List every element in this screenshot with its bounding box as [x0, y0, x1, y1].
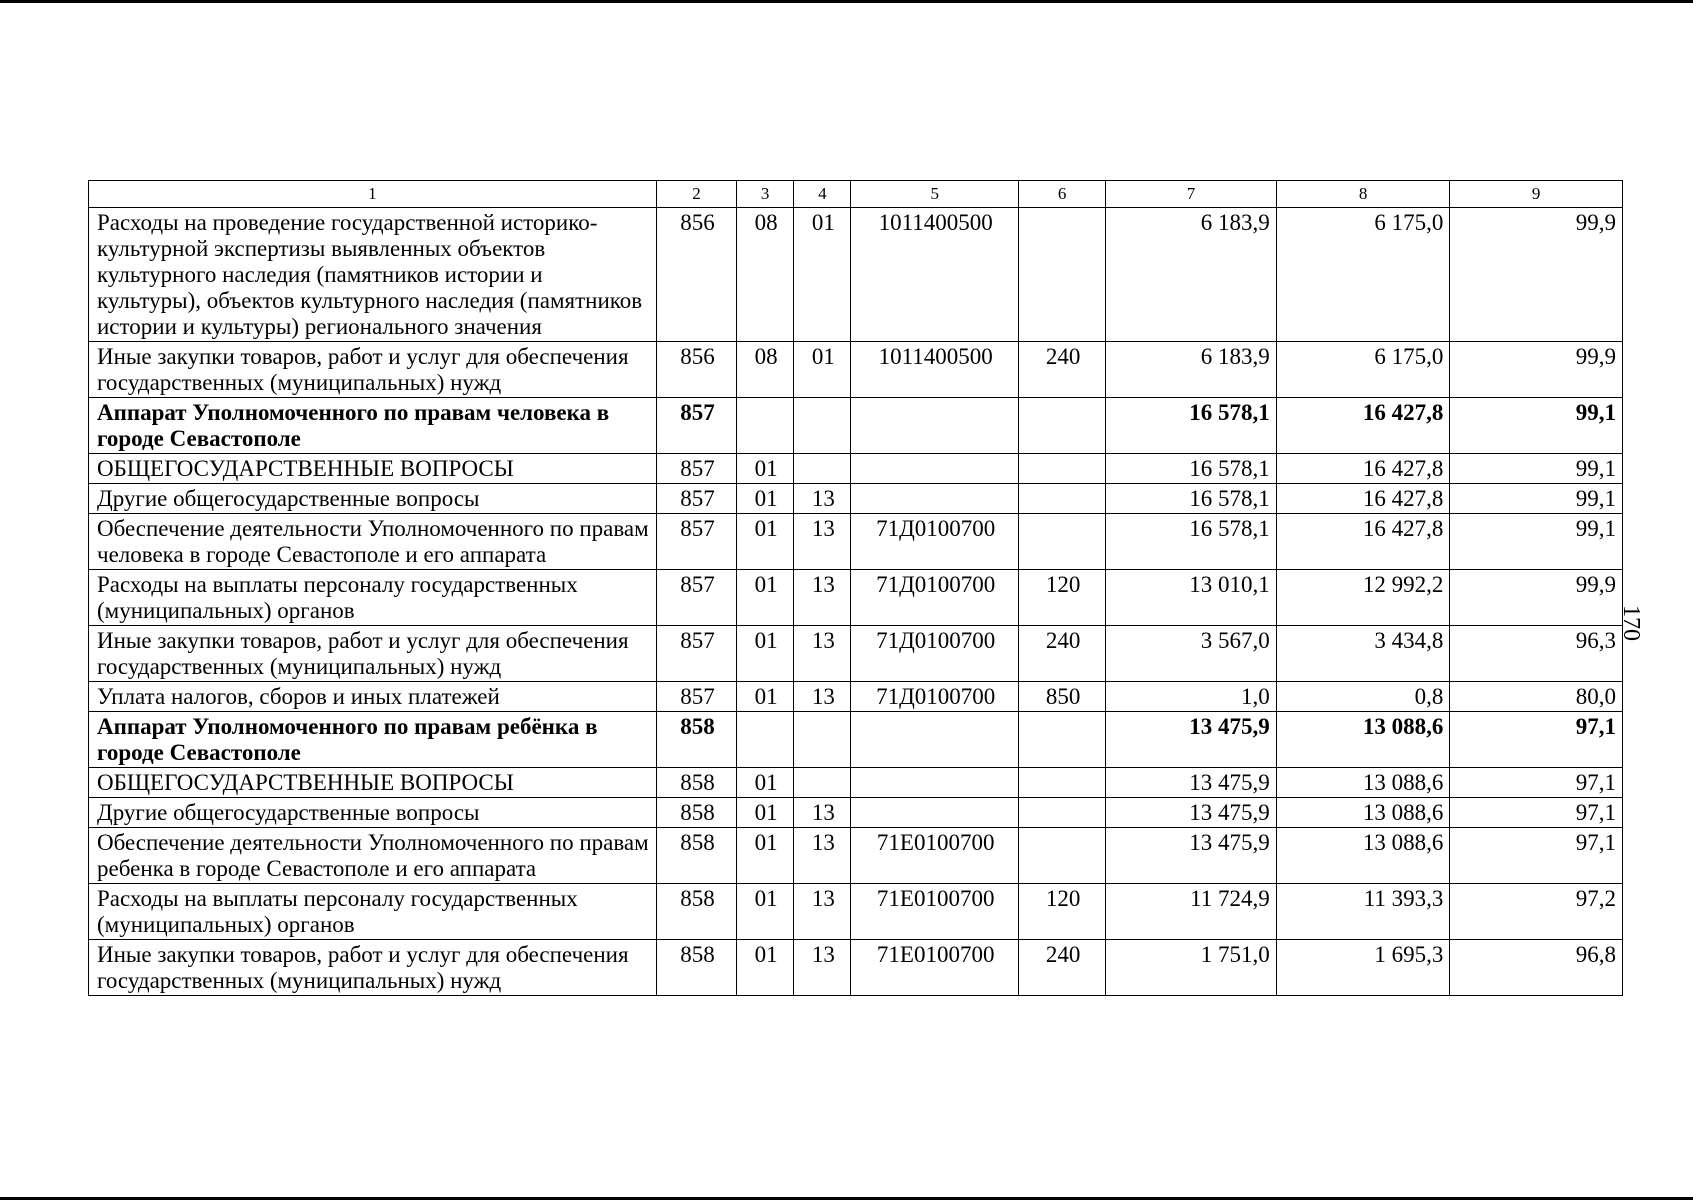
planned-amount-cell: 6 183,9: [1106, 342, 1277, 398]
table-row: [89, 768, 1623, 798]
planned-amount-cell: 3 567,0: [1106, 626, 1277, 682]
subsection-code-cell: 13: [794, 884, 851, 940]
table-row: [89, 514, 1623, 570]
planned-amount-cell: 1 751,0: [1106, 940, 1277, 996]
execution-percent-cell: 99,1: [1450, 484, 1623, 514]
ministry-code-cell: 858: [656, 828, 736, 884]
section-code-cell: 08: [737, 342, 794, 398]
ministry-code-cell: 857: [656, 454, 736, 484]
executed-amount-cell: 6 175,0: [1276, 342, 1450, 398]
execution-percent-cell: 99,1: [1450, 514, 1623, 570]
ministry-code-cell: 858: [656, 712, 736, 768]
subsection-code-cell: 13: [794, 484, 851, 514]
subsection-code-cell: [794, 454, 851, 484]
ministry-code-cell: 858: [656, 768, 736, 798]
expense-type-code-cell: 240: [1018, 940, 1105, 996]
top-border-line: [0, 0, 1693, 3]
target-item-code-cell: [851, 484, 1019, 514]
expense-name-cell: Иные закупки товаров, работ и услуг для обеспечения государственных (муниципальных) нужд: [89, 342, 657, 398]
executed-amount-cell: 1 695,3: [1276, 940, 1450, 996]
expense-type-code-cell: [1018, 398, 1105, 454]
column-number-header: 4: [794, 181, 851, 208]
expense-name-cell: ОБЩЕГОСУДАРСТВЕННЫЕ ВОПРОСЫ: [89, 454, 657, 484]
planned-amount-cell: 13 475,9: [1106, 828, 1277, 884]
target-item-code-cell: 71Д0100700: [851, 682, 1019, 712]
table-row: [89, 454, 1623, 484]
expense-type-code-cell: 240: [1018, 342, 1105, 398]
column-number-header: 6: [1018, 181, 1105, 208]
target-item-code-cell: 71Д0100700: [851, 514, 1019, 570]
execution-percent-cell: 80,0: [1450, 682, 1623, 712]
execution-percent-cell: 97,1: [1450, 712, 1623, 768]
execution-percent-cell: 99,9: [1450, 342, 1623, 398]
expense-name-cell: ОБЩЕГОСУДАРСТВЕННЫЕ ВОПРОСЫ: [89, 768, 657, 798]
expense-type-code-cell: [1018, 768, 1105, 798]
expense-type-code-cell: 120: [1018, 884, 1105, 940]
execution-percent-cell: 97,1: [1450, 828, 1623, 884]
table-row: [89, 712, 1623, 768]
execution-percent-cell: 99,1: [1450, 398, 1623, 454]
execution-percent-cell: 97,1: [1450, 768, 1623, 798]
budget-execution-table: [88, 180, 1623, 996]
target-item-code-cell: [851, 712, 1019, 768]
table-row: [89, 626, 1623, 682]
planned-amount-cell: 16 578,1: [1106, 514, 1277, 570]
expense-type-code-cell: 850: [1018, 682, 1105, 712]
executed-amount-cell: 12 992,2: [1276, 570, 1450, 626]
table-row: [89, 484, 1623, 514]
expense-type-code-cell: [1018, 514, 1105, 570]
table-row: [89, 884, 1623, 940]
table-row: [89, 682, 1623, 712]
subsection-code-cell: 01: [794, 208, 851, 342]
column-number-header: 2: [656, 181, 736, 208]
execution-percent-cell: 99,9: [1450, 570, 1623, 626]
table-row: [89, 342, 1623, 398]
expense-name-cell: Иные закупки товаров, работ и услуг для обеспечения государственных (муниципальных) нужд: [89, 626, 657, 682]
table-row: [89, 398, 1623, 454]
expense-type-code-cell: [1018, 208, 1105, 342]
target-item-code-cell: 71Д0100700: [851, 570, 1019, 626]
expense-name-cell: Расходы на выплаты персоналу государственных (муниципальных) органов: [89, 884, 657, 940]
subsection-code-cell: 13: [794, 514, 851, 570]
expense-type-code-cell: 120: [1018, 570, 1105, 626]
section-code-cell: 01: [737, 514, 794, 570]
planned-amount-cell: 16 578,1: [1106, 484, 1277, 514]
ministry-code-cell: 857: [656, 484, 736, 514]
subsection-code-cell: [794, 398, 851, 454]
subsection-code-cell: 13: [794, 682, 851, 712]
execution-percent-cell: 96,8: [1450, 940, 1623, 996]
ministry-code-cell: 857: [656, 682, 736, 712]
subsection-code-cell: 13: [794, 940, 851, 996]
target-item-code-cell: 71Д0100700: [851, 626, 1019, 682]
planned-amount-cell: 6 183,9: [1106, 208, 1277, 342]
expense-type-code-cell: [1018, 798, 1105, 828]
section-code-cell: 01: [737, 454, 794, 484]
target-item-code-cell: 1011400500: [851, 208, 1019, 342]
table-row: [89, 828, 1623, 884]
expense-name-cell: Уплата налогов, сборов и иных платежей: [89, 682, 657, 712]
ministry-code-cell: 856: [656, 208, 736, 342]
expense-name-cell: Другие общегосударственные вопросы: [89, 484, 657, 514]
ministry-code-cell: 857: [656, 626, 736, 682]
subsection-code-cell: 13: [794, 626, 851, 682]
execution-percent-cell: 97,1: [1450, 798, 1623, 828]
target-item-code-cell: [851, 798, 1019, 828]
subsection-code-cell: [794, 768, 851, 798]
table-row: [89, 798, 1623, 828]
planned-amount-cell: 13 475,9: [1106, 712, 1277, 768]
expense-name-cell: Иные закупки товаров, работ и услуг для обеспечения государственных (муниципальных) нужд: [89, 940, 657, 996]
section-code-cell: 08: [737, 208, 794, 342]
executed-amount-cell: 13 088,6: [1276, 798, 1450, 828]
expense-type-code-cell: [1018, 828, 1105, 884]
target-item-code-cell: 1011400500: [851, 342, 1019, 398]
expense-name-cell: Другие общегосударственные вопросы: [89, 798, 657, 828]
expense-type-code-cell: [1018, 712, 1105, 768]
subsection-code-cell: 01: [794, 342, 851, 398]
target-item-code-cell: 71Е0100700: [851, 940, 1019, 996]
ministry-code-cell: 858: [656, 798, 736, 828]
subsection-code-cell: 13: [794, 828, 851, 884]
subsection-code-cell: [794, 712, 851, 768]
execution-percent-cell: 96,3: [1450, 626, 1623, 682]
planned-amount-cell: 13 475,9: [1106, 768, 1277, 798]
expense-type-code-cell: [1018, 484, 1105, 514]
ministry-code-cell: 857: [656, 570, 736, 626]
section-code-cell: [737, 398, 794, 454]
column-number-header: 3: [737, 181, 794, 208]
execution-percent-cell: 99,9: [1450, 208, 1623, 342]
executed-amount-cell: 13 088,6: [1276, 712, 1450, 768]
executed-amount-cell: 13 088,6: [1276, 828, 1450, 884]
page-number: 170: [1618, 605, 1644, 641]
column-number-header: 8: [1276, 181, 1450, 208]
section-code-cell: 01: [737, 570, 794, 626]
section-code-cell: 01: [737, 484, 794, 514]
executed-amount-cell: 13 088,6: [1276, 768, 1450, 798]
expense-name-cell: Аппарат Уполномоченного по правам человека в городе Севастополе: [89, 398, 657, 454]
ministry-code-cell: 857: [656, 514, 736, 570]
column-number-header: 5: [851, 181, 1019, 208]
target-item-code-cell: [851, 454, 1019, 484]
subsection-code-cell: 13: [794, 798, 851, 828]
execution-percent-cell: 97,2: [1450, 884, 1623, 940]
section-code-cell: 01: [737, 884, 794, 940]
expense-name-cell: Обеспечение деятельности Уполномоченного по правам человека в городе Севастополе и его аппарата: [89, 514, 657, 570]
executed-amount-cell: 6 175,0: [1276, 208, 1450, 342]
planned-amount-cell: 11 724,9: [1106, 884, 1277, 940]
section-code-cell: 01: [737, 828, 794, 884]
ministry-code-cell: 857: [656, 398, 736, 454]
ministry-code-cell: 858: [656, 884, 736, 940]
executed-amount-cell: 16 427,8: [1276, 484, 1450, 514]
expense-name-cell: Расходы на выплаты персоналу государственных (муниципальных) органов: [89, 570, 657, 626]
expense-name-cell: Обеспечение деятельности Уполномоченного по правам ребенка в городе Севастополе и его аппарата: [89, 828, 657, 884]
table-row: [89, 940, 1623, 996]
executed-amount-cell: 11 393,3: [1276, 884, 1450, 940]
section-code-cell: [737, 712, 794, 768]
table-row: [89, 570, 1623, 626]
target-item-code-cell: [851, 398, 1019, 454]
ministry-code-cell: 856: [656, 342, 736, 398]
executed-amount-cell: 16 427,8: [1276, 514, 1450, 570]
planned-amount-cell: 1,0: [1106, 682, 1277, 712]
section-code-cell: 01: [737, 768, 794, 798]
expense-name-cell: Аппарат Уполномоченного по правам ребёнка в городе Севастополе: [89, 712, 657, 768]
ministry-code-cell: 858: [656, 940, 736, 996]
planned-amount-cell: 13 475,9: [1106, 798, 1277, 828]
execution-percent-cell: 99,1: [1450, 454, 1623, 484]
executed-amount-cell: 3 434,8: [1276, 626, 1450, 682]
column-number-header: 7: [1106, 181, 1277, 208]
expense-type-code-cell: 240: [1018, 626, 1105, 682]
section-code-cell: 01: [737, 682, 794, 712]
section-code-cell: 01: [737, 798, 794, 828]
section-code-cell: 01: [737, 626, 794, 682]
table-body: [89, 208, 1623, 996]
table-row: [89, 208, 1623, 342]
target-item-code-cell: 71Е0100700: [851, 828, 1019, 884]
column-number-header: 1: [89, 181, 657, 208]
target-item-code-cell: [851, 768, 1019, 798]
column-number-row: [89, 181, 1623, 208]
executed-amount-cell: 0,8: [1276, 682, 1450, 712]
subsection-code-cell: 13: [794, 570, 851, 626]
target-item-code-cell: 71Е0100700: [851, 884, 1019, 940]
planned-amount-cell: 16 578,1: [1106, 454, 1277, 484]
expense-type-code-cell: [1018, 454, 1105, 484]
column-number-header: 9: [1450, 181, 1623, 208]
planned-amount-cell: 13 010,1: [1106, 570, 1277, 626]
executed-amount-cell: 16 427,8: [1276, 454, 1450, 484]
expense-name-cell: Расходы на проведение государственной историко-культурной экспертизы выявленных объектов культурного наследия (памятников истории и культуры), объектов культурного наследия (памятников истории и культуры) регионального значения: [89, 208, 657, 342]
section-code-cell: 01: [737, 940, 794, 996]
planned-amount-cell: 16 578,1: [1106, 398, 1277, 454]
executed-amount-cell: 16 427,8: [1276, 398, 1450, 454]
